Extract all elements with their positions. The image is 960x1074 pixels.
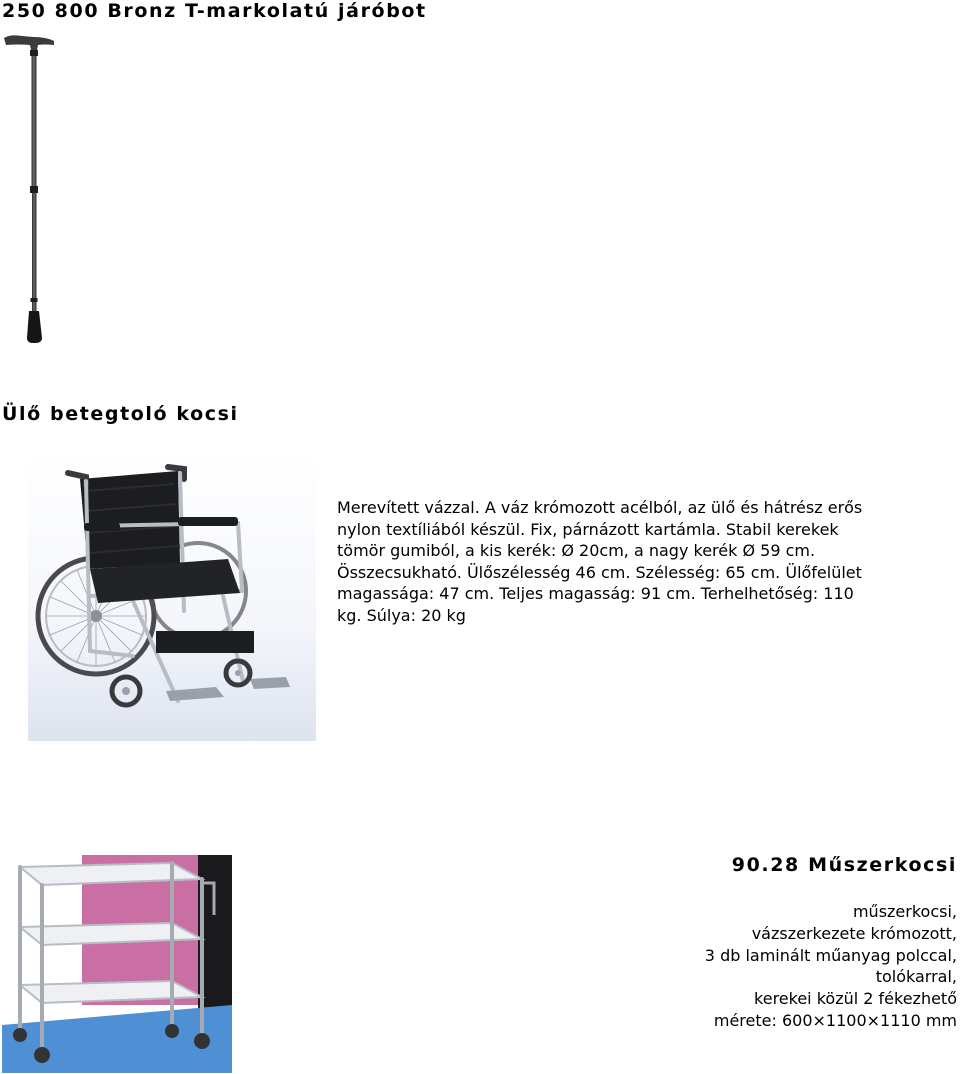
trolley-description-line: tolókarral, [875, 967, 957, 987]
trolley-description-line: 3 db laminált műanyag polccal, [704, 945, 957, 965]
cane-photo [0, 28, 60, 353]
wheelchair-title: Ülő betegtoló kocsi [2, 403, 239, 425]
wheelchair-description-line: kg. Súlya: 20 kg [337, 605, 466, 625]
trolley-description-line: műszerkocsi, [852, 902, 957, 921]
wheelchair-photo [28, 451, 316, 741]
trolley-description [617, 901, 957, 1032]
wheelchair-description-line: Merevített vázzal. A váz krómozott acélból, az ülő és hátrész erős [337, 498, 863, 517]
trolley-description-line: kerekei közül 2 fékezhető [754, 989, 957, 1009]
trolley-description-line: mérete: 600×1100×1110 mm [713, 1010, 957, 1030]
wheelchair-description-line: Összecsukható. Ülőszélesség 46 cm. Szélesség: 65 cm. Ülőfelület [337, 562, 862, 582]
trolley-description-line: vázszerkezete krómozott, [751, 923, 957, 943]
trolley-title: 90.28 Műszerkocsi [731, 854, 957, 876]
trolley-photo [2, 855, 232, 1073]
wheelchair-description-line: tömör gumiból, a kis kerék: Ø 20cm, a nagy kerék Ø 59 cm. [337, 541, 816, 560]
wheelchair-description-line: nylon textíliából készül. Fix, párnázott kartámla. Stabil kerekek [337, 519, 839, 539]
wheelchair-description-line: magassága: 47 cm. Teljes magasság: 91 cm. Terhelhetőség: 110 [337, 584, 854, 603]
cane-title: 250 800 Bronz T-markolatú járóbot [2, 0, 427, 22]
wheelchair-description [337, 497, 942, 626]
